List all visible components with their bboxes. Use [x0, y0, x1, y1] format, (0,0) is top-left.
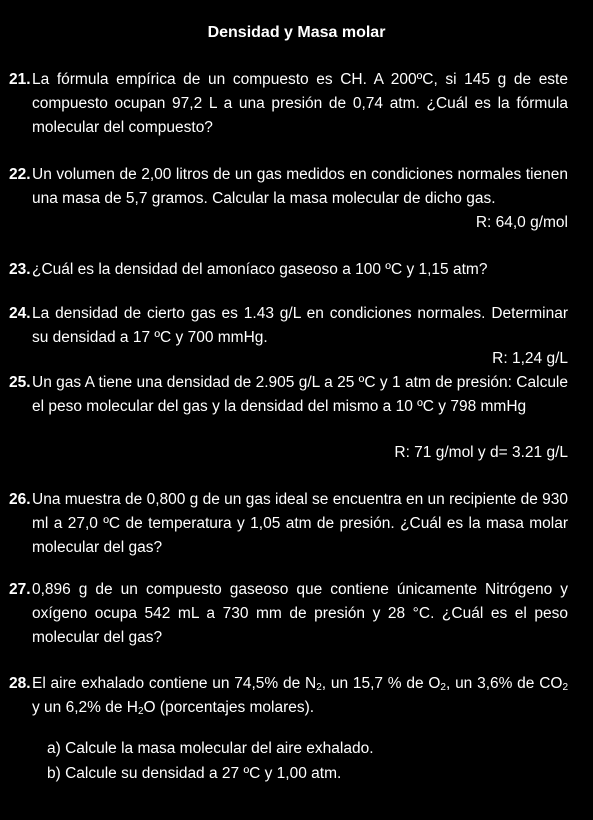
problem-number: 23.: [9, 261, 31, 278]
problem-21: [9, 68, 568, 140]
problem-22: [9, 163, 568, 211]
sub-question-a: a) Calcule la masa molecular del aire exhalado.: [47, 740, 374, 757]
problem-text: El aire exhalado contiene un 74,5% de $N_2$, un 15,7 % de $O_2$, un 3,6% de $CO_2$ y un 6,2% de $H_2O$ (porcentajes molares).: [32, 675, 569, 717]
answer-24: R: 1,24 g/L: [492, 350, 568, 367]
problem-text: ¿Cuál es la densidad del amoníaco gaseoso a 100 ºC y 1,15 atm?: [32, 261, 488, 278]
problem-number: 22.: [9, 166, 31, 183]
answer-22: R: 64,0 g/mol: [475, 214, 568, 231]
answer-25: R: 71 g/mol y d= 3.21 g/L: [394, 444, 568, 461]
problem-text: La densidad de cierto gas es 1.43 g/L en condiciones normales. Determinar su densidad a 17 ºC y 700 mmHg.: [32, 305, 568, 346]
problem-number: 28.: [9, 675, 31, 692]
problem-text: 0,896 g de un compuesto gaseoso que contiene únicamente Nitrógeno y oxígeno ocupa 542 mL a 730 mm de presión y 28 °C. ¿Cuál es el peso molecular del gas?: [32, 581, 568, 646]
sub-question-b: b) Calcule su densidad a 27 ºC y 1,00 atm.: [47, 765, 342, 782]
problem-text: Una muestra de 0,800 g de un gas ideal se encuentra en un recipiente de 930 ml a 27,0 ºC de temperatura y 1,05 atm de presión. ¿Cuál es la masa molar molecular del gas?: [32, 491, 568, 556]
problem-24: [9, 302, 568, 350]
problem-text: Un volumen de 2,00 litros de un gas medidos en condiciones normales tienen una masa de 5,7 gramos. Calcular la masa molecular de dicho gas.: [32, 166, 568, 207]
problem-number: 27.: [9, 581, 31, 598]
problem-number: 21.: [9, 71, 31, 88]
problem-28: [9, 672, 569, 720]
problem-26: [9, 488, 568, 560]
problem-text: La fórmula empírica de un compuesto es CH. A 200ºC, si 145 g de este compuesto ocupan 97,2 L a una presión de 0,74 atm. ¿Cuál es la fórmula molecular del compuesto?: [32, 71, 568, 136]
problem-text: Un gas A tiene una densidad de 2.905 g/L a 25 ºC y 1 atm de presión: Calcule el peso molecular del gas y la densidad del mismo a 10 ºC y 798 mmHg: [32, 374, 568, 415]
problem-25: [9, 371, 568, 419]
page-title: Densidad y Masa molar: [207, 24, 386, 41]
problem-number: 25.: [9, 374, 31, 391]
problem-number: 24.: [9, 305, 31, 322]
problem-23: [9, 258, 568, 282]
problem-number: 26.: [9, 491, 31, 508]
problem-27: [9, 578, 568, 650]
